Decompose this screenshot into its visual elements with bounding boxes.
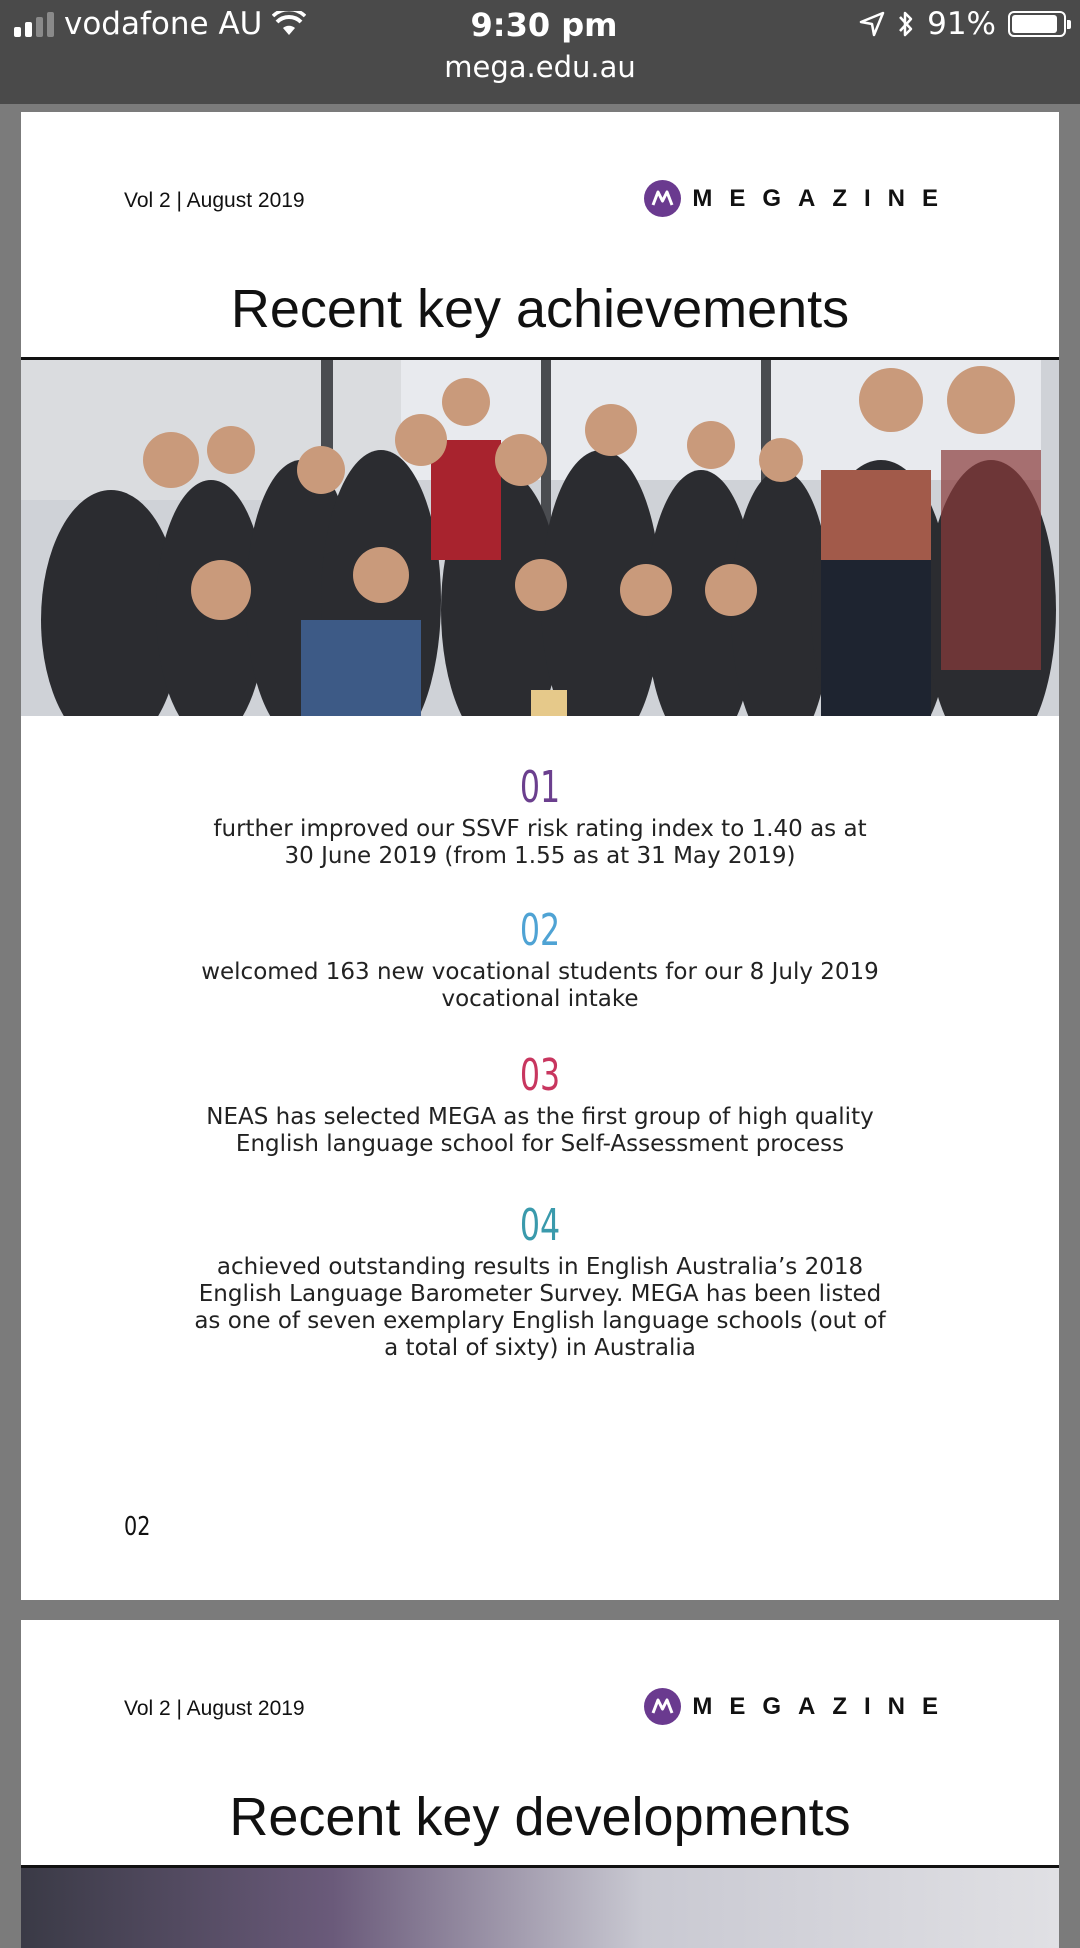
description-line: a total of sixty) in Australia [384,1335,696,1361]
description-line: English Language Barometer Survey. MEGA has been listed [198,1281,882,1307]
team-photo [21,360,1059,716]
achievement-description [21,1104,1059,1158]
achievement-number: 04 [519,1200,561,1251]
volume-date: Vol 2 | August 2019 [124,1697,305,1720]
logo-text: MEGAZINE [692,1692,955,1720]
status-bar [0,0,1080,104]
achievement-number: 01 [519,762,561,813]
description-line: welcomed 163 new vocational students for our 8 July 2019 [201,959,879,985]
address-bar-url[interactable]: mega.edu.au [444,50,636,84]
description-line: 30 June 2019 (from 1.55 as at 31 May 2019) [284,843,796,869]
battery-percent: 91% [927,6,996,42]
volume-date: Vol 2 | August 2019 [124,189,305,212]
page-title: Recent key developments [229,1787,851,1847]
achievement-1 [21,762,1059,870]
clock: 9:30 pm [470,6,618,44]
description-line: achieved outstanding results in English Australia’s 2018 [216,1254,864,1280]
magazine-page-2 [21,1620,1059,1940]
achievement-2 [21,905,1059,1013]
description-line: NEAS has selected MEGA as the first group of high quality [206,1104,874,1130]
description-line: as one of seven exemplary English language schools (out of [194,1308,886,1334]
megazine-logo [644,180,955,217]
description-line: further improved our SSVF risk rating index to 1.40 as at [213,816,867,842]
description-line: vocational intake [441,986,639,1012]
office-photo [21,1868,1059,1948]
achievement-number: 02 [519,905,561,956]
magazine-page-1 [21,112,1059,1600]
achievement-description [21,959,1059,1013]
achievement-number: 03 [519,1050,561,1101]
page-number: 02 [124,1512,151,1542]
battery-icon [1008,11,1066,37]
status-right [859,6,1066,42]
achievement-3 [21,1050,1059,1158]
mega-logo-icon [644,1688,681,1725]
achievement-description [21,816,1059,870]
description-line: English language school for Self-Assessment process [235,1131,845,1157]
mega-logo-icon [644,180,681,217]
page-title: Recent key achievements [230,279,850,339]
carrier-name: vodafone AU [64,6,263,42]
achievement-4 [21,1200,1059,1362]
logo-text: MEGAZINE [692,184,955,212]
megazine-logo [644,1688,955,1725]
bluetooth-icon [897,9,915,39]
achievement-description [21,1254,1059,1362]
location-arrow-icon [859,11,885,37]
